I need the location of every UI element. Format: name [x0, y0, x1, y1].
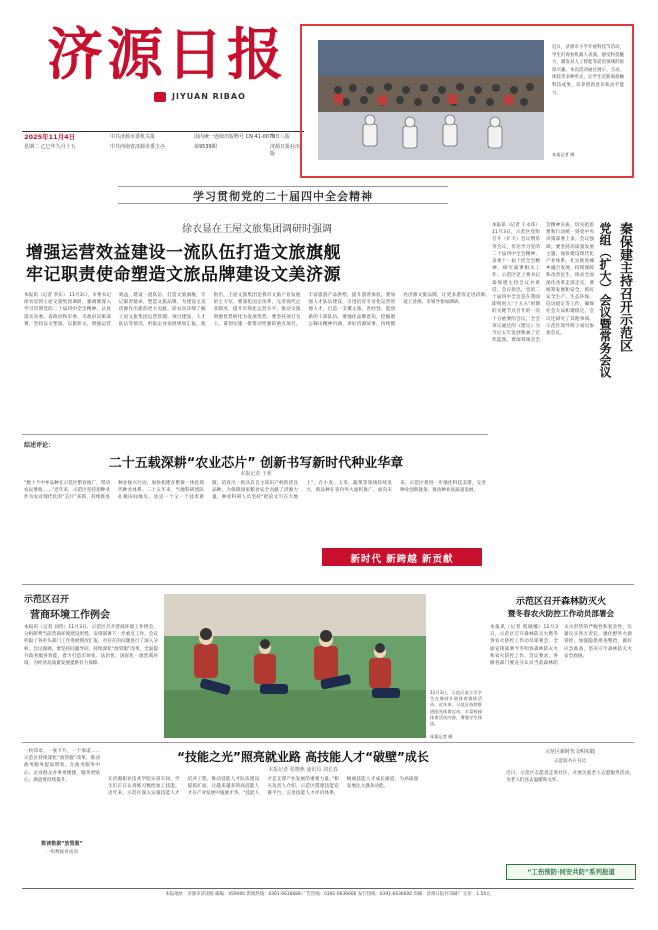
feature-top-rule	[22, 434, 488, 435]
feature-slogan	[322, 548, 482, 566]
right-headline-col-2: 党组（扩大）会议暨常务会议	[598, 222, 612, 378]
lead-headline-1: 增强运营效益建设一流队伍打造文旅旗舰	[26, 243, 341, 263]
bottom-left-note-1: 数读数据“放管服”	[41, 841, 83, 847]
footer-text: 本报地址：济源市济渎路 邮编：459000 新闻热线：0391-6636688 广告热线：0391-6636666 发行热线：0391-6636600 印刷：济源日报社印刷厂 定价：1.50元	[165, 892, 491, 897]
right-mid-headline-2: 暨冬春农火防控工作动员部署会	[507, 609, 615, 618]
masthead-pinyin: JIYUAN RIBAO	[172, 92, 246, 101]
top-photo-frame	[300, 24, 634, 178]
info-organ: 中共济源市委机关报	[110, 134, 156, 140]
left-mid-headline-1: 示范区召开	[24, 595, 70, 605]
top-photo-image	[318, 40, 544, 160]
feature-byline: 本报记者 王莉	[240, 471, 272, 477]
info-publisher: 中共河南省济源市委主办	[110, 144, 166, 150]
left-mid-headline-2: 营商环境工作例会	[30, 610, 110, 621]
mid-photo-image	[164, 594, 426, 738]
top-photo-caption: 近日，济源市小学开展科技节活动，学生们观看机器人表演，感受科技魅力，激发对人工智能等前沿领域的浓厚兴趣。本次活动通过展示、互动、体验等多种形式，让学生近距离接触科技成果，培养创新意识和动手能力。	[552, 45, 624, 96]
bottom-main-byline: 本报记者 张晓燕 通讯员 刘长春	[268, 767, 338, 773]
masthead-rule	[22, 131, 304, 132]
right-mid-body: 本报讯（记者 程晓娜）11月3日，示范区召开森林防灭火暨冬春农火防控工作动员部署会，全面安排部署今冬明春森林防灭火和农火防控工作。会议要求，各级各部门要充分认识当前森林防灭火形势的严峻性和复杂性，压紧压实各方责任，强化野外火源管控，加强隐患排查整治，做好应急准备，坚决守牢森林防灭火安全底线。	[490, 625, 632, 667]
info-press: 济源日报社出版	[270, 144, 301, 157]
bottom-left-note-2: 一组数据看成效	[45, 850, 79, 855]
lead-body-columns	[24, 292, 490, 430]
bottom-main-body: 在济源职业技术学院实训车间，学生们正在认真练习数控加工技能。近年来，示范区深入实施技能人才培养工程，推动技能人才队伍建设提质扩面，让越来越多的高技能人才在产业发展中施展才华。“技能人才是支撑产业发展的重要力量。”相关负责人介绍，示范区搭建技能竞赛平台，完善技能人才评价体系，畅通技能人才成长通道，为高质量发展注入强劲动能。	[108, 777, 419, 797]
masthead-info	[22, 134, 304, 156]
lead-kicker: 徐衣显在王屋文旅集团调研时强调	[182, 224, 332, 235]
bottom-section-rule	[22, 742, 634, 743]
masthead-title: 济源日报	[47, 22, 287, 88]
info-pages: 今日八版	[270, 134, 291, 140]
info-issue-no: 第9539期	[194, 144, 217, 150]
right-headline-col-1: 秦保建主持召开示范区	[617, 222, 632, 352]
info-issn: 国内统一连续出版物号 CN 41-0070	[194, 134, 276, 140]
mid-photo-credit: 本报记者 摄	[430, 734, 453, 739]
series-banner	[506, 864, 636, 880]
series-banner-text: “工伤预防·同安共防”系列报道	[527, 868, 615, 876]
lead-body: 本报讯（记者 李东） 11月3日，市委书记徐衣显到王屋文旅集团调研，强调要深入学习贯彻党的二十届四中全会精神，认真落实省委、省政府和市委、市政府决策部署，坚持以文塑旅、以旅彰文，增强运营效益，建设一流队伍，打造文旅旗舰，牢记职责使命，塑造文旅品牌，为建设文美济源作出新的更大贡献。徐衣显详细了解王屋文旅集团运营管理、项目建设、人才队伍等情况，听取企业发展规划汇报。他指出，王屋文旅集团是我市文旅产业发展的主力军，要深化国企改革，完善现代企业制度，提升市场化运营水平，推动文旅资源优势转化为发展优势。要坚持项目为王，谋划实施一批带动性强的重点项目，丰富旅游产品供给，提升游客体验。要加强人才队伍建设，引进培育专业化运营管理人才，打造一支懂文旅、善经营、能创新的干部队伍。要强化品牌意识，挖掘愚公移山精神内涵，讲好济源故事，持续擦亮济源文旅品牌，让更多游客走进济源、爱上济源。市领导参加调研。	[24, 293, 490, 327]
feature-headline: 二十五载深耕“农业芯片” 创新书写新时代种业华章	[108, 456, 404, 471]
banner-text: 学习贯彻党的二十届四中全会精神	[193, 190, 373, 203]
mid-photo-caption: 11月3日，示范区某小学学生在课间开展体育锻炼活动。近年来，示范区持续推进阳光体育运动，丰富校园体育活动内容，增强学生体质。	[430, 690, 482, 727]
feature-kicker: 综述评论：	[24, 442, 55, 449]
top-photo-credit: 本报记者 摄	[552, 152, 575, 157]
right-mid-headline-1: 示范区召开森林防灭火	[515, 597, 606, 607]
masthead-logo-icon	[154, 92, 166, 102]
lead-headline-2: 牢记职责使命塑造文旅品牌建设文美济源	[26, 265, 341, 285]
footer-rule	[22, 888, 634, 889]
left-mid-body: 本报讯（记者 刘伟）11月3日，示范区召开营商环境工作例会，分析研判当前营商环境建设形势，安排部署下一步重点工作。会议听取了各牵头部门工作进展情况汇报，对存在的问题进行了深入分析。会议强调，要坚持问题导向，持续深化“放管服”改革，全面提升政务服务效能，着力打造市场化、法治化、国际化一流营商环境，为经济高质量发展提供有力保障。	[24, 625, 158, 667]
bottom-main-headline: “技能之光”照亮就业路 高技能人才“破壁”成长	[177, 750, 429, 764]
feature-bottom-rule	[22, 584, 634, 585]
bottom-left-body: 一枚印章、一张卡片、一个承诺……示范区持续深化“放管服”改革，推动政务服务提质增效。在政务服务中心，企业群众办事更便捷，服务更贴心，满意度持续提升。	[24, 749, 100, 783]
feature-body: “数十个中牟品种在示范区繁育推广，带动农民增收……”近年来，示范区坚持把种业作为农业现代化的“芯片”来抓，持续推进种业振兴行动，加快构建育繁推一体化现代种业体系。二十五年来，当地科研团队扎根田间地头，攻克一个又一个技术难题，培育出一批具有自主知识产权的优良品种，为保障国家粮食安全贡献了济源力量。种业科研人员坚持“把论文写在大地上”，在小麦、玉米、蔬菜等领域持续发力，新品种在省内外大面积推广。面向未来，示范区将进一步强化科技支撑，完善种业创新链条，推动种业高质量发展。	[24, 481, 486, 501]
bottom-right-note-1: 示范区新时代文明实践	[544, 749, 595, 755]
right-article-body: 本报讯（记者 王永伟）11月3日，示范区党组召开（扩大）会议暨常务会议，传达学习党的二十届四中全会精神、省委十一届十次全会精神，研究部署相关工作。示范区党工委书记秦保建主持会议并讲话。会议指出，党的二十届四中全会是在我国即将进入“十五五”时期的关键节点召开的一次十分重要的会议，全会审议通过的《建议》为今后五年发展擘画了宏伟蓝图。要深刻领会全会精神实质，切实把思想和行动统一到党中央决策部署上来。会议强调，要坚持高质量发展主题，加快建设现代化产业体系，扎实推进城乡融合发展，持续保障和改善民生，推动全面深化改革走深走实。要统筹发展和安全，抓好安全生产、生态环保、信访稳定等工作，确保社会大局和谐稳定。会议还研究了其他事项。示范区领导班子成员参加会议。	[492, 223, 594, 344]
bottom-right-note-2: 志愿服务在身边	[553, 759, 587, 764]
feature-slogan-text: 新时代 新跨越 新贡献	[350, 554, 454, 565]
bottom-right-body: 近日，示范区志愿者走进社区，开展关爱老人志愿服务活动，为老人们送去温暖和关怀。	[506, 771, 634, 784]
bottom-main-body-columns	[108, 776, 498, 882]
right-mid-body-columns	[490, 624, 632, 738]
right-article-body-columns	[492, 222, 594, 578]
banner	[118, 186, 448, 204]
issue-weekday: 星期二 乙巳年九月十五	[24, 144, 76, 150]
issue-date: 2025年11月4日	[24, 133, 76, 141]
